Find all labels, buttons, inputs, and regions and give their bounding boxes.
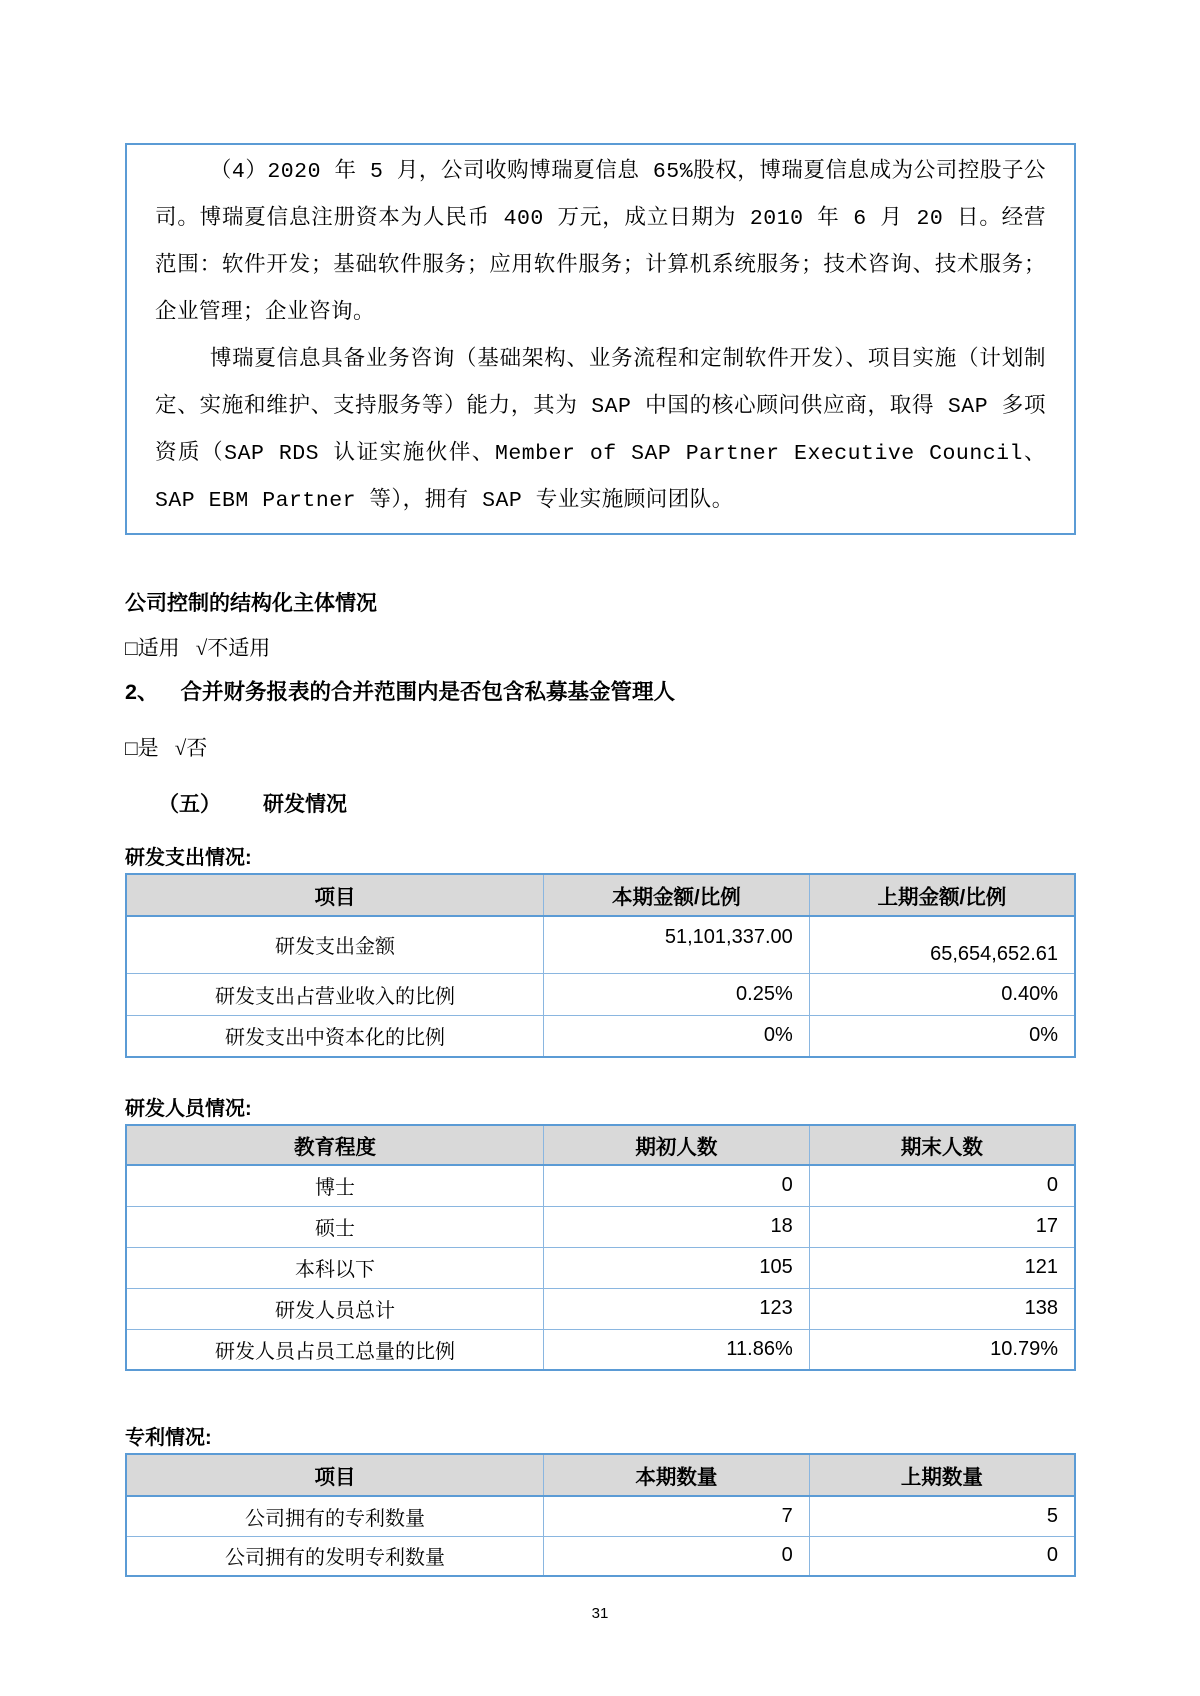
notice-paragraph-1: （4）2020 年 5 月，公司收购博瑞夏信息 65%股权，博瑞夏信息成为公司控股子公司。博瑞夏信息注册资本为人民币 400 万元，成立日期为 2010 年 6 月 20 日。经营范围：软件开发；基础软件服务；应用软件服务；计算机系统服务；技术咨询、技术服务；企业管理；企业咨询。 [155, 160, 1046, 325]
value-cell: 0 [544, 1536, 810, 1576]
row-label-cell: 研发支出占营业收入的比例 [126, 973, 544, 1015]
row-label-cell: 硕士 [126, 1206, 544, 1247]
table-row [126, 1247, 1075, 1288]
row-label-cell: 研发支出金额 [126, 916, 544, 973]
value-cell: 18 [544, 1206, 810, 1247]
table-header-row [126, 874, 1075, 916]
value-cell: 121 [809, 1247, 1075, 1288]
yes-no-check-line [125, 733, 1076, 763]
column-header: 本期数量 [544, 1454, 810, 1496]
column-header: 期末人数 [809, 1125, 1075, 1165]
column-header: 上期金额/比例 [809, 874, 1075, 916]
rd-staff-table-label: 研发人员情况: [125, 1098, 252, 1120]
page-number: 31 [591, 1605, 609, 1622]
table-row [126, 1165, 1075, 1206]
value-cell: 11.86% [544, 1329, 810, 1370]
section5-heading [158, 789, 1076, 821]
table-header-row [126, 1125, 1075, 1165]
table-row [126, 916, 1075, 973]
patent-table [125, 1453, 1076, 1577]
value-cell: 0 [544, 1165, 810, 1206]
value-cell: 123 [544, 1288, 810, 1329]
not-applicable-checked-option: √不适用 [195, 636, 271, 660]
table-header-row [126, 1454, 1075, 1496]
section5-title: 研发情况 [263, 793, 347, 816]
column-header: 期初人数 [544, 1125, 810, 1165]
row-label-cell: 研发支出中资本化的比例 [126, 1015, 544, 1057]
value-cell: 17 [809, 1206, 1075, 1247]
patent-table-label: 专利情况: [125, 1427, 212, 1449]
applicable-checkbox-option: □适用 [125, 636, 180, 660]
yes-checkbox-option: □是 [125, 736, 159, 760]
row-label-cell: 研发人员占员工总量的比例 [126, 1329, 544, 1370]
column-header: 上期数量 [809, 1454, 1075, 1496]
row-label-cell: 本科以下 [126, 1247, 544, 1288]
item2-number: 2、 [125, 680, 159, 704]
column-header: 项目 [126, 874, 544, 916]
value-cell: 0% [544, 1015, 810, 1057]
column-header: 教育程度 [126, 1125, 544, 1165]
value-cell: 0% [809, 1015, 1075, 1057]
notice-paragraph-2: 博瑞夏信息具备业务咨询（基础架构、业务流程和定制软件开发）、项目实施（计划制定、实施和维护、支持服务等）能力，其为 SAP 中国的核心顾问供应商，取得 SAP 多项资质（SAP RDS 认证实施伙伴、Member of SAP Partner Executive Council、SAP EBM Partner 等），拥有 SAP 专业实施顾问团队。 [155, 348, 1046, 513]
column-header: 项目 [126, 1454, 544, 1496]
table-row [126, 1496, 1075, 1536]
value-cell: 7 [544, 1496, 810, 1536]
row-label-cell: 公司拥有的专利数量 [126, 1496, 544, 1536]
rd-staff-table [125, 1124, 1076, 1371]
value-cell: 0.25% [544, 973, 810, 1015]
value-cell: 0 [809, 1165, 1075, 1206]
column-header: 本期金额/比例 [544, 874, 810, 916]
no-checked-option: √否 [174, 736, 208, 760]
value-cell: 65,654,652.61 [809, 916, 1075, 973]
table-row [126, 1206, 1075, 1247]
row-label-cell: 博士 [126, 1165, 544, 1206]
item2-title: 合并财务报表的合并范围内是否包含私募基金管理人 [180, 680, 675, 704]
notice-box [125, 143, 1076, 535]
rd-expense-table [125, 873, 1076, 1058]
table-row [126, 973, 1075, 1015]
value-cell: 5 [809, 1496, 1075, 1536]
rd-expense-table-label: 研发支出情况: [125, 847, 252, 869]
value-cell: 0 [809, 1536, 1075, 1576]
value-cell: 105 [544, 1247, 810, 1288]
item2-heading [125, 675, 1076, 709]
row-label-cell: 公司拥有的发明专利数量 [126, 1536, 544, 1576]
applicable-check-line [125, 633, 1076, 663]
value-cell: 10.79% [809, 1329, 1075, 1370]
row-label-cell: 研发人员总计 [126, 1288, 544, 1329]
value-cell: 0.40% [809, 973, 1075, 1015]
structured-entity-heading: 公司控制的结构化主体情况 [125, 592, 377, 615]
value-cell: 51,101,337.00 [544, 916, 810, 973]
table-row [126, 1288, 1075, 1329]
table-row [126, 1015, 1075, 1057]
value-cell: 138 [809, 1288, 1075, 1329]
table-row [126, 1536, 1075, 1576]
table-row [126, 1329, 1075, 1370]
section5-number: （五） [158, 793, 221, 816]
